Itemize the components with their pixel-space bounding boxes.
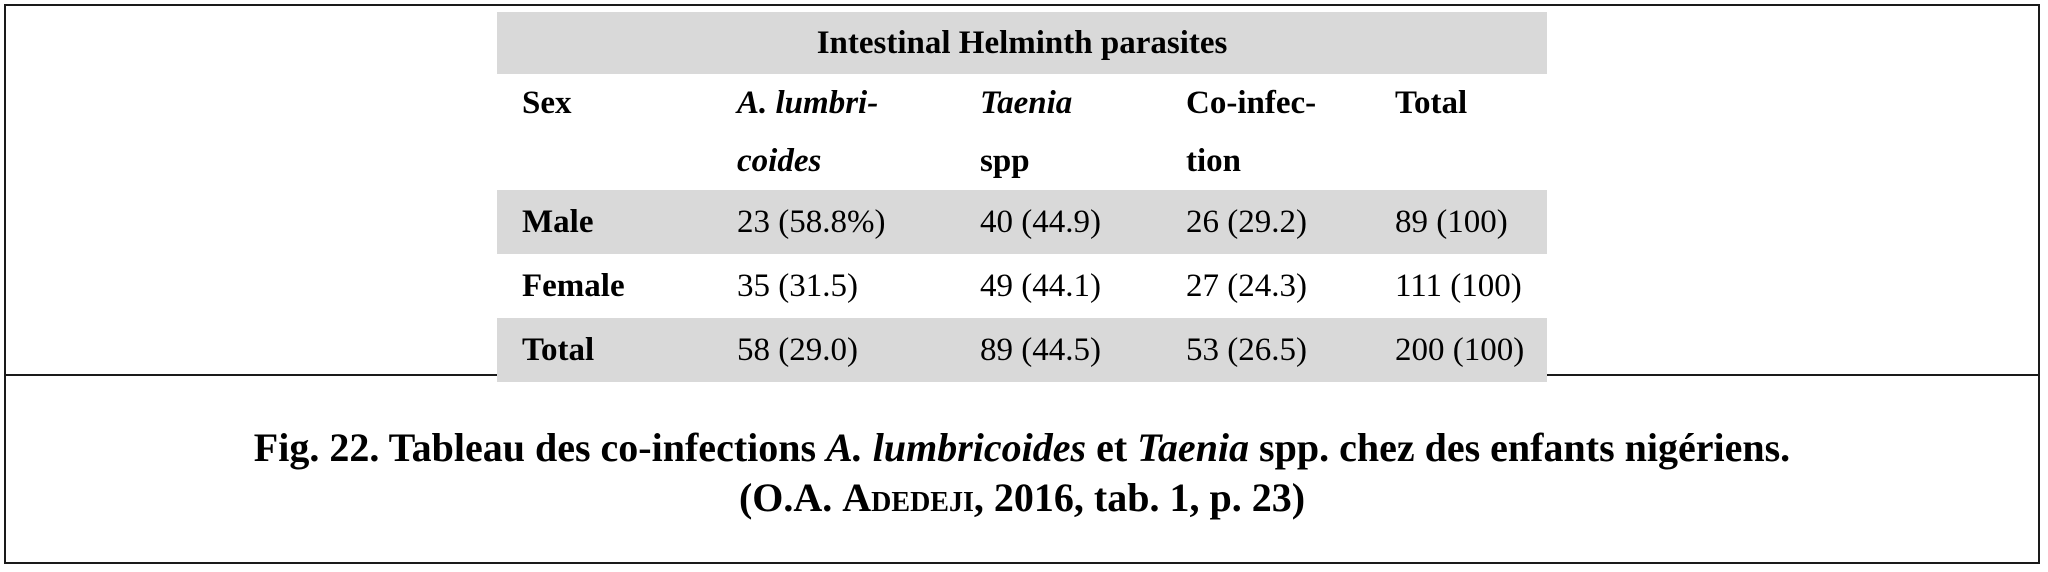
caption-species-taenia: Taenia: [1137, 425, 1250, 470]
cell-coinfection: 26 (29.2): [1161, 190, 1370, 254]
cell-ascaris: 35 (31.5): [737, 267, 858, 304]
header-coinfection-line1: Co-infec-: [1186, 84, 1317, 121]
header-sex-empty: [497, 132, 712, 190]
figure-caption: [6, 376, 2038, 564]
caption-species-ascaris: A. lumbricoides: [826, 425, 1087, 470]
header-sex: Sex: [522, 84, 572, 121]
helminth-table: [497, 12, 1547, 382]
row-label: Female: [522, 267, 625, 304]
figure-frame: [4, 4, 2040, 564]
caption-suffix: spp. chez des enfants nigériens.: [1249, 425, 1791, 470]
cell-ascaris: 23 (58.8%): [712, 190, 955, 254]
table-row-male: [497, 190, 1547, 254]
cell-taenia: 89 (44.5): [955, 318, 1161, 382]
header-coinfection-line2: tion: [1186, 142, 1242, 179]
caption-middle: et: [1086, 425, 1138, 470]
header-taenia-line2: spp: [980, 142, 1030, 179]
cell-taenia: 40 (44.9): [955, 190, 1161, 254]
cell-total: 111 (100): [1395, 267, 1522, 304]
caption-line-1: [6, 424, 2038, 472]
header-taenia-line1: Taenia: [980, 84, 1073, 121]
caption-line-2: [6, 474, 2038, 522]
table-panel: [6, 6, 2038, 376]
row-label: Total: [497, 318, 712, 382]
header-row-2: [497, 132, 1547, 190]
header-ascaris-line1: A. lumbri-: [737, 84, 879, 121]
caption-prefix: Fig. 22. Tableau des co-infections: [253, 425, 827, 470]
table-row-female: [497, 254, 1547, 318]
cell-total: 200 (100): [1370, 318, 1547, 382]
header-total: Total: [1395, 84, 1468, 121]
table-row-total: [497, 318, 1547, 382]
cell-total: 89 (100): [1370, 190, 1547, 254]
citation-prefix: (O.A.: [738, 475, 843, 520]
cell-coinfection: 27 (24.3): [1186, 267, 1307, 304]
citation-suffix: , 2016, tab. 1, p. 23): [973, 475, 1306, 520]
citation-author: Adedeji: [842, 475, 974, 520]
cell-taenia: 49 (44.1): [980, 267, 1101, 304]
header-ascaris-line2: coides: [737, 142, 822, 179]
header-row-1: [497, 74, 1547, 132]
cell-ascaris: 58 (29.0): [712, 318, 955, 382]
cell-coinfection: 53 (26.5): [1161, 318, 1370, 382]
header-total-empty: [1370, 132, 1547, 190]
table-title-row: [497, 12, 1547, 74]
row-label: Male: [497, 190, 712, 254]
table-title: Intestinal Helminth parasites: [497, 12, 1547, 74]
